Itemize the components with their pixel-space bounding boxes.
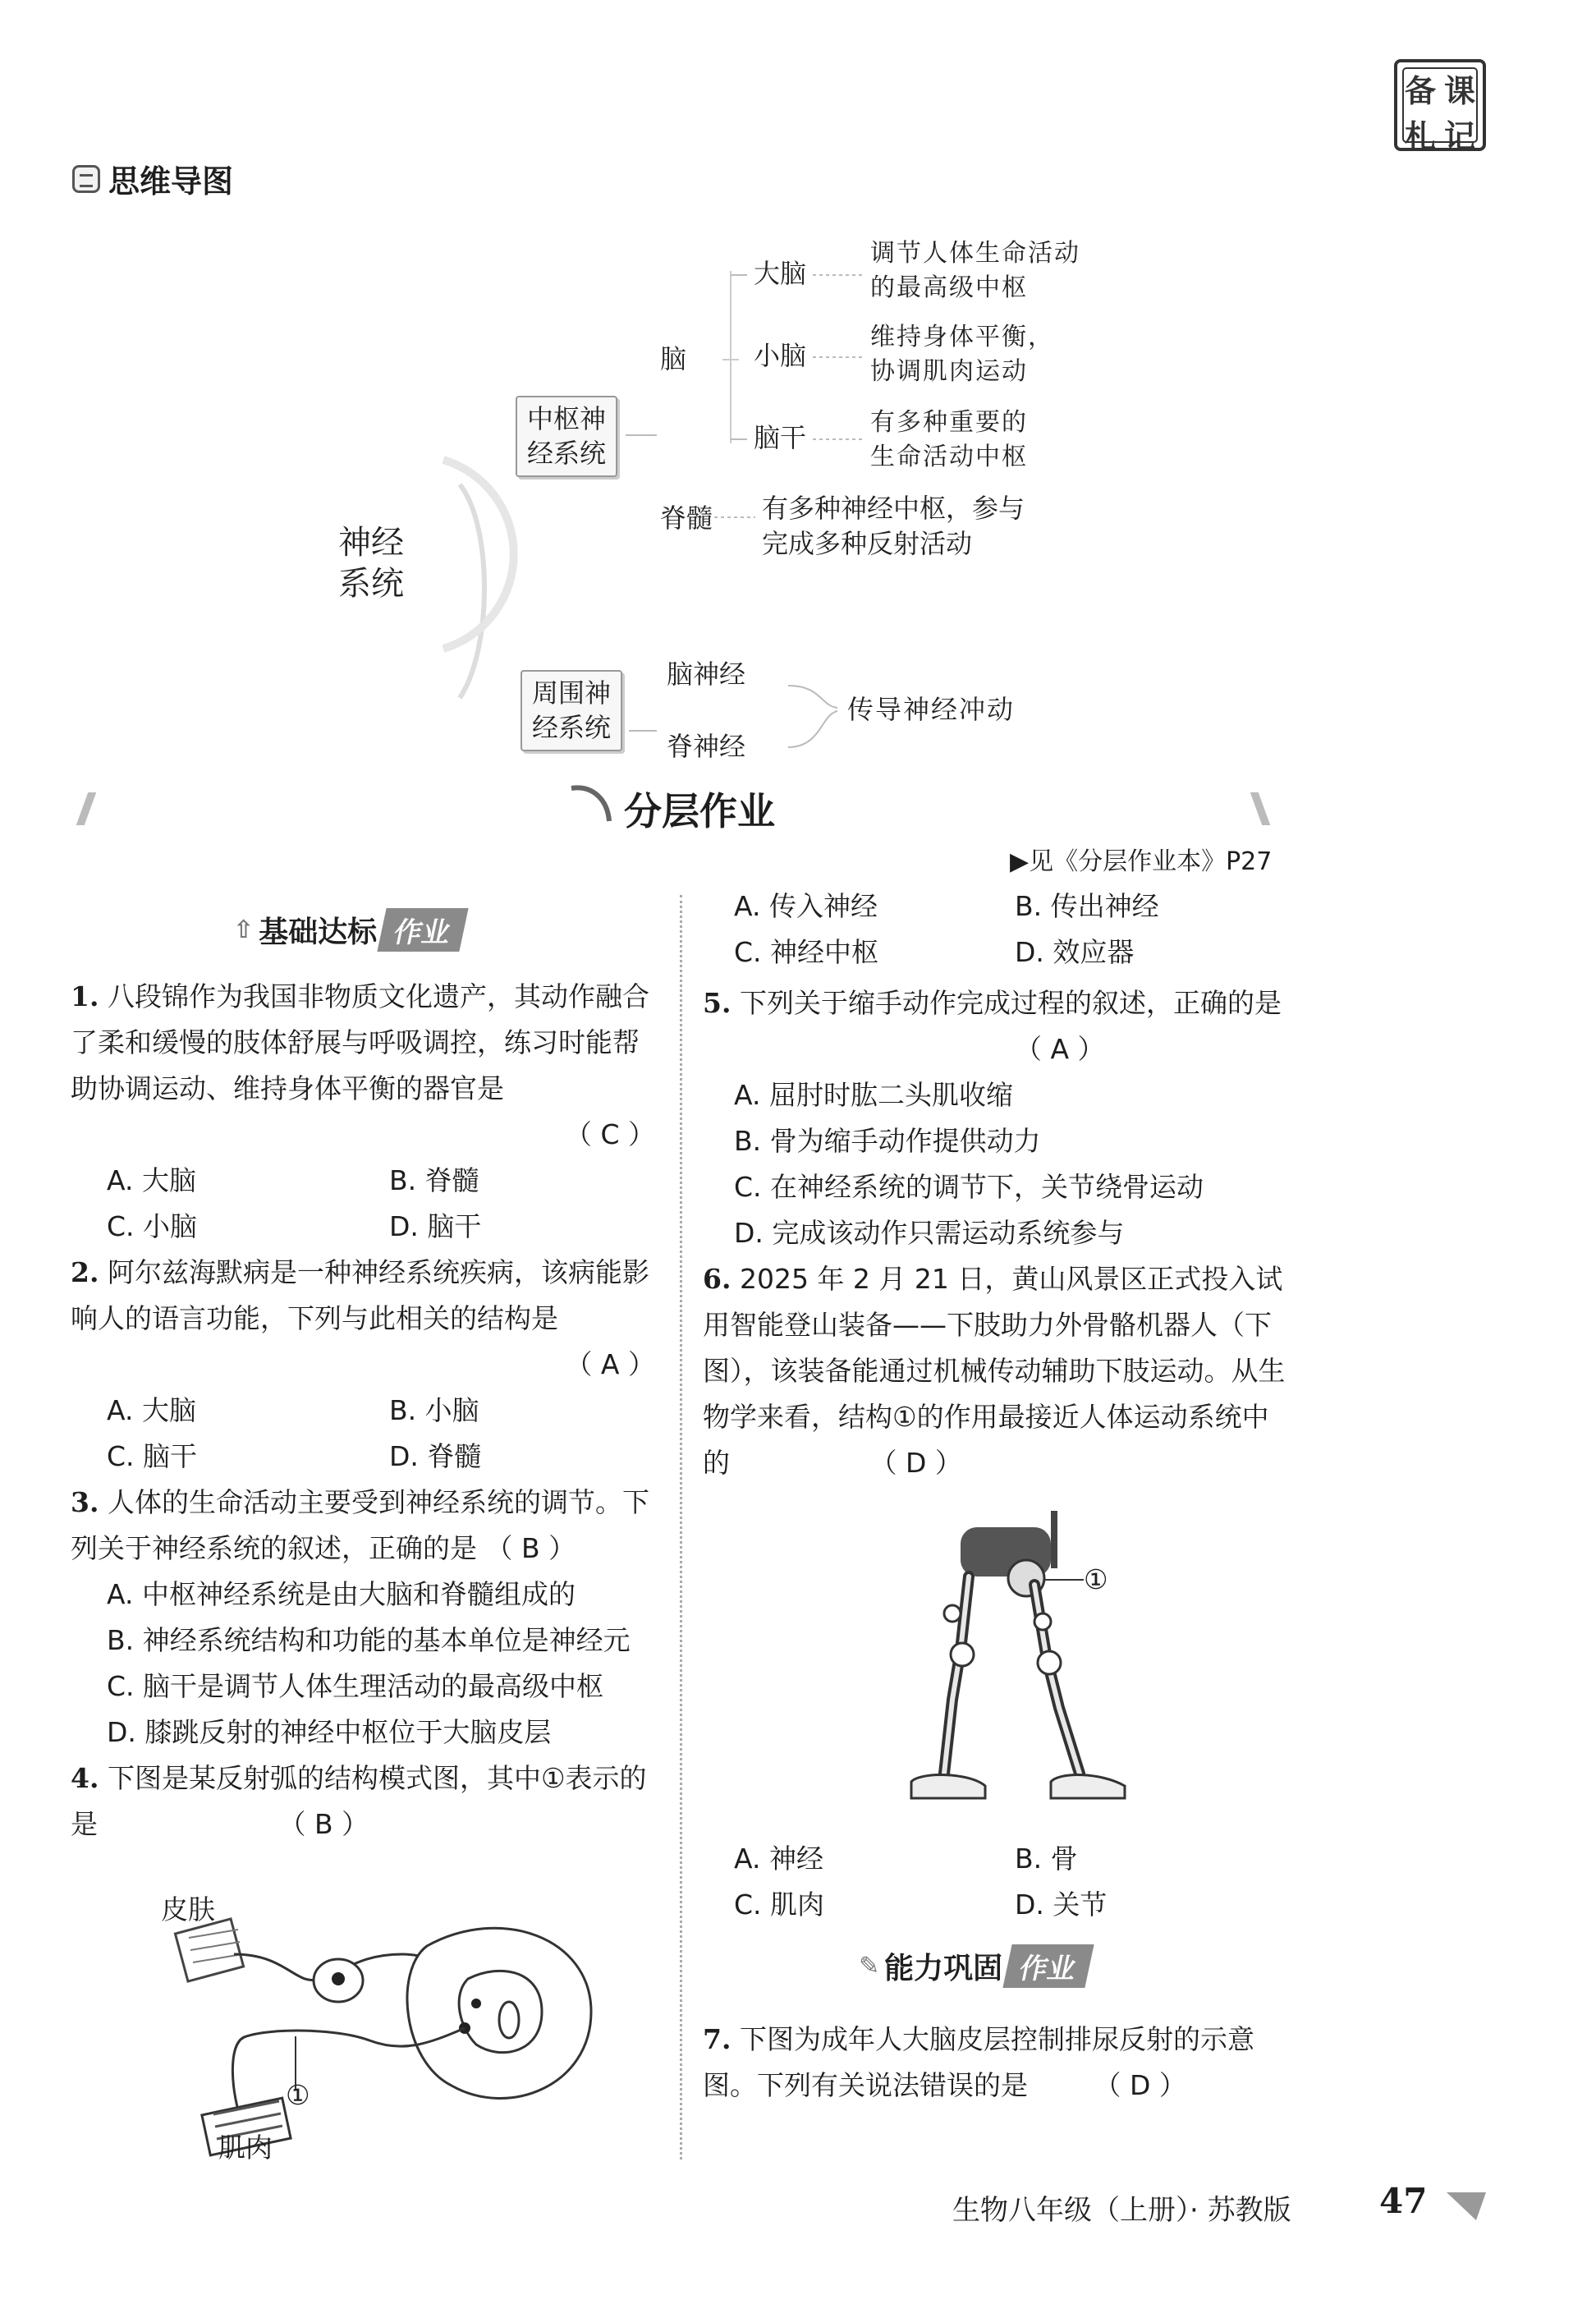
footer-arrow-icon (1443, 2184, 1493, 2225)
question-text: 下图是某反射弧的结构模式图，其中①表示的是 (71, 1762, 647, 1840)
question-4-options (703, 884, 1286, 975)
option-d: D. 膝跳反射的神经中枢位于大脑皮层 (107, 1716, 552, 1748)
question-text: 2025 年 2 月 21 日，黄山风景区正式投入试用智能登山装备——下肢助力外骨骼机器人（下图），该装备能通过机械传动辅助下肢运动。从生物学来看，结构①的作用最接近人体运动系统中的 (703, 1263, 1286, 1479)
cranial-nerves-node: 脑神经 (667, 659, 746, 690)
marker-1: ① (1084, 1563, 1108, 1595)
question-number: 5. (703, 987, 732, 1019)
option-d: D. 效应器 (1015, 936, 1135, 968)
question-1-options (71, 1158, 655, 1250)
marker-1: ① (286, 2079, 310, 2111)
option-d: D. 完成该动作只需运动系统参与 (734, 1217, 1125, 1249)
option-a: A. 大脑 (107, 1394, 196, 1426)
question-3-options (71, 1572, 655, 1756)
section-ability-title: 能力巩固 (884, 1952, 1003, 1985)
right-column (703, 884, 1286, 1486)
stamp-char: 备 (1404, 73, 1436, 109)
question-6-options (734, 1836, 1261, 1928)
answer: （ B ） (278, 1808, 369, 1840)
exoskeleton-drawing (887, 1511, 1149, 1823)
question-4 (71, 1756, 655, 1847)
option-c: C. 神经中枢 (734, 936, 879, 968)
option-b: B. 小脑 (389, 1394, 479, 1426)
question-text: 下图为成年人大脑皮层控制排尿反射的示意图。下列有关说法错误的是 (703, 2023, 1254, 2101)
section-basic-title: 基础达标 (259, 916, 378, 949)
option-c: C. 肌肉 (734, 1889, 825, 1921)
option-d: D. 关节 (1015, 1889, 1108, 1921)
question-number: 3. (71, 1486, 99, 1518)
option-c: C. 脑干 (107, 1440, 198, 1472)
brainstem-node: 脑干 (754, 422, 807, 453)
spinal-nerves-node: 脊神经 (667, 731, 746, 762)
section-ability-tag: 作业 (1003, 1944, 1094, 1988)
option-a: A. 传入神经 (734, 890, 878, 922)
question-number: 1. (71, 980, 99, 1012)
pns-box: 周围神 经系统 (521, 670, 622, 751)
option-b: B. 神经系统结构和功能的基本单位是神经元 (107, 1624, 631, 1656)
question-1 (71, 974, 655, 1158)
mind-map-title: 思维导图 (108, 163, 234, 200)
exoskeleton-figure (887, 1511, 1149, 1823)
footer-book-info: 生物八年级（上册）· 苏教版 (952, 2194, 1291, 2227)
mind-map-connectors (0, 0, 1596, 788)
banner-arc-icon (568, 780, 617, 829)
option-b: B. 骨 (1015, 1843, 1078, 1875)
spinal-cord-node: 脊髓 (660, 503, 713, 534)
question-number: 4. (71, 1762, 99, 1794)
stamp-char: 札 (1404, 118, 1436, 154)
answer: （ A ） (1015, 1033, 1105, 1065)
cerebrum-node: 大脑 (754, 258, 807, 289)
workbook-reference: ▶见《分层作业本》P27 (1010, 847, 1273, 876)
answer: （ A ） (565, 1348, 655, 1380)
up-arrow-icon: ⇧ (233, 916, 255, 944)
stamp-char: 记 (1443, 118, 1475, 154)
option-d: D. 脑干 (389, 1210, 482, 1242)
question-text: 八段锦作为我国非物质文化遗产，其动作融合了柔和缓慢的肢体舒展与呼吸调控，练习时能帮助协调运动、维持身体平衡的器官是 (71, 980, 649, 1104)
section-basic-heading (233, 908, 464, 952)
left-column (71, 974, 655, 1847)
reflex-arc-drawing (156, 1889, 616, 2168)
answer: （ B ） (485, 1532, 576, 1564)
section-ability-heading (859, 1944, 1089, 1988)
question-5-options (703, 1072, 1286, 1256)
spinal-cord-description: 有多种神经中枢，参与 完成多种反射活动 (762, 493, 1025, 560)
option-a: A. 神经 (734, 1843, 823, 1875)
question-number: 7. (703, 2023, 732, 2055)
option-d: D. 脊髓 (389, 1440, 482, 1472)
cns-box: 中枢神 经系统 (516, 396, 617, 477)
question-text: 人体的生命活动主要受到神经系统的调节。下列关于神经系统的叙述，正确的是 (71, 1486, 649, 1564)
cerebellum-node: 小脑 (754, 340, 807, 371)
homework-title: 分层作业 (624, 789, 775, 833)
option-a: A. 大脑 (107, 1164, 196, 1196)
answer: （ D ） (1094, 2069, 1186, 2101)
reflex-arc-figure (156, 1889, 616, 2168)
pns-function: 传导神经冲动 (847, 694, 1016, 725)
option-b: B. 骨为缩手动作提供动力 (734, 1125, 1041, 1157)
question-2-options (71, 1388, 655, 1480)
question-number: 2. (71, 1256, 99, 1288)
option-b: B. 传出神经 (1015, 890, 1159, 922)
option-b: B. 脊髓 (389, 1164, 479, 1196)
section-basic-tag: 作业 (378, 908, 469, 952)
option-a: A. 屈肘时肱二头肌收缩 (734, 1079, 1013, 1111)
stamp-char: 课 (1443, 73, 1475, 109)
banner-slash-right (1250, 792, 1271, 825)
question-6 (703, 1256, 1286, 1486)
question-5 (703, 980, 1286, 1072)
answer: （ C ） (564, 1118, 655, 1150)
option-c: C. 脑干是调节人体生理活动的最高级中枢 (107, 1670, 604, 1702)
skin-label: 皮肤 (161, 1893, 215, 1925)
question-number: 6. (703, 1263, 732, 1295)
mind-map-root: 神经 系统 (338, 524, 404, 603)
question-2 (71, 1250, 655, 1388)
muscle-label: 肌肉 (218, 2132, 273, 2164)
column-divider (680, 895, 682, 2159)
cerebrum-description: 调节人体生命活动 的最高级中枢 (870, 239, 1080, 302)
banner-slash-left (76, 792, 97, 825)
cerebellum-description: 维持身体平衡， 协调肌肉运动 (870, 323, 1054, 386)
question-3 (71, 1480, 655, 1572)
brainstem-description: 有多种重要的 生命活动中枢 (870, 408, 1028, 471)
answer: （ D ） (869, 1447, 962, 1479)
question-text: 下列关于缩手动作完成过程的叙述，正确的是 (739, 987, 1282, 1019)
question-text: 阿尔兹海默病是一种神经系统疾病，该病能影响人的语言功能，下列与此相关的结构是 (71, 1256, 649, 1334)
brain-node: 脑 (660, 343, 687, 374)
page-number: 47 (1379, 2181, 1428, 2221)
question-7 (703, 2017, 1286, 2109)
leaf-icon: ✎ (859, 1952, 880, 1980)
option-a: A. 中枢神经系统是由大脑和脊髓组成的 (107, 1578, 576, 1610)
option-c: C. 小脑 (107, 1210, 198, 1242)
option-c: C. 在神经系统的调节下，关节绕骨运动 (734, 1171, 1204, 1203)
